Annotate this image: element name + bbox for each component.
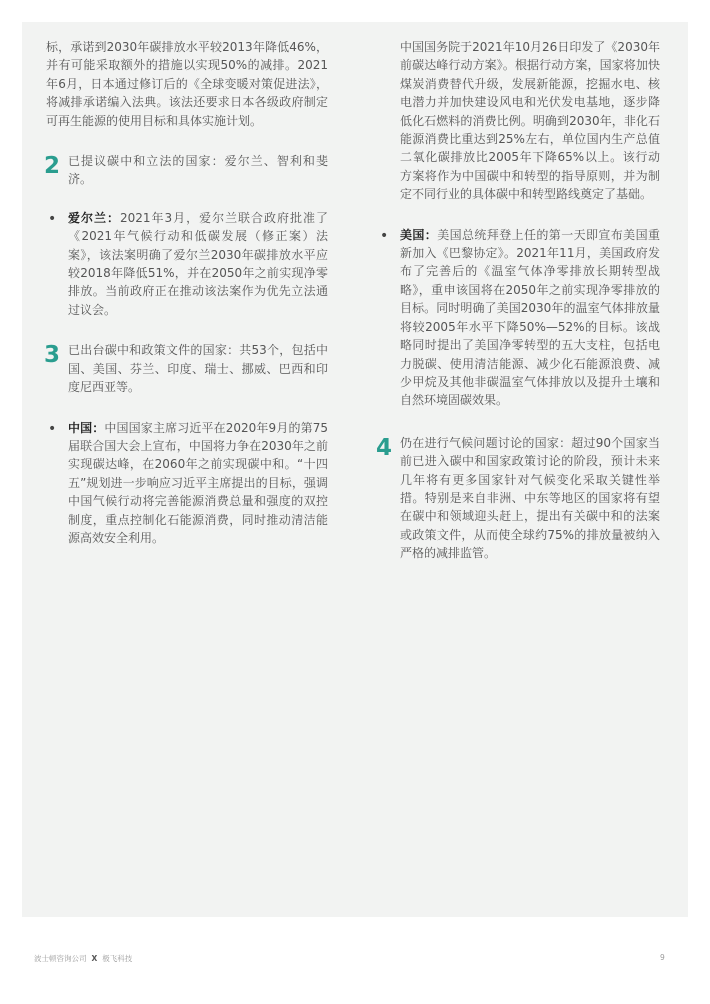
left-column — [46, 38, 328, 547]
usa-text: 美国总统拜登上任的第一天即宣布美国重新加入《巴黎协定》。2021年11月，美国政府发布了完善后的《温室气体净零排放长期转型战略》，重申该国将在2050年之前实现净零排放的目标。同时明确了美国2030年的温室气体排放量将较2005年水平下降50%—52%的目标。该战略同时提出了美国净零转型的五大支柱，包括电力脱碳、使用清洁能源、减少化石能源浪费、减少甲烷及其他非碳温室气体排放以及提升土壤和自然环境固碳效果。 — [400, 227, 660, 408]
usa-label: 美国： — [400, 227, 438, 242]
item-number-2: 2 — [44, 153, 61, 180]
china-bullet — [46, 419, 328, 548]
item-4-under-discussion — [378, 434, 660, 563]
item-3-policy-documents — [46, 341, 328, 396]
bullet-icon: • — [48, 210, 57, 227]
ireland-text: 2021年3月，爱尔兰联合政府批准了《2021年气候行动和低碳发展（修正案）法案》，该法案明确了爱尔兰2030年碳排放水平应较2018年降低51%，并在2050年之前实现净零排放。当前政府正在推动该法案作为优先立法通过议会。 — [68, 210, 328, 317]
china-action-plan-paragraph: 中国国务院于2021年10月26日印发了《2030年前碳达峰行动方案》。根据行动方案，国家将加快煤炭消费替代升级，发展新能源，挖掘水电、核电潜力并加快建设风电和光伏发电基地，逐步降低化石燃料的消费比例。明确到2030年，非化石能源消费比重达到25%左右，单位国内生产总值二氧化碳排放比2005年下降65%以上。该行动方案将作为中国碳中和转型的指导原则，并为制定不同行业的具体碳中和转型路线奠定了基础。 — [400, 40, 660, 202]
page-number: 9 — [660, 953, 665, 962]
ireland-label: 爱尔兰： — [68, 210, 120, 225]
item-4-text: 仍在进行气候问题讨论的国家：超过90个国家当前已进入碳中和国家政策讨论的阶段，预计未来几年将有更多国家针对气候变化采取关键性举措。特别是来自非洲、中东等地区的国家将有望在碳中和领域迎头赶上，提出有关碳中和的法案或政策文件，从而使全球约75%的排放量被纳入严格的减排监管。 — [400, 435, 660, 561]
footer-separator: X — [91, 954, 98, 963]
footer-brand — [34, 953, 132, 964]
ireland-bullet — [46, 209, 328, 319]
item-number-4: 4 — [376, 434, 393, 461]
item-3-text: 已出台碳中和政策文件的国家：共53个，包括中国、美国、芬兰、印度、瑞士、挪威、巴西和印度尼西亚等。 — [68, 343, 328, 395]
china-label: 中国： — [68, 420, 105, 435]
item-number-3: 3 — [44, 342, 61, 369]
item-2-proposed-legislation — [46, 152, 328, 189]
item-2-text: 已提议碳中和立法的国家：爱尔兰、智利和斐济。 — [68, 154, 328, 187]
usa-bullet — [378, 226, 660, 410]
china-text: 中国国家主席习近平在2020年9月的第75届联合国大会上宣布，中国将力争在2030年之前实现碳达峰，在2060年之前实现碳中和。“十四五”规划进一步响应习近平主席提出的目标，强调中国气候行动将完善能源消费总量和强度的双控制度，重点控制化石能源消费，同时推动清洁能源高效安全利用。 — [68, 420, 328, 545]
bullet-icon: • — [48, 420, 57, 437]
footer-partner: 极飞科技 — [102, 954, 133, 963]
right-column — [378, 38, 660, 563]
japan-continuation-paragraph: 标，承诺到2030年碳排放水平较2013年降低46%，并有可能采取额外的措施以实现50%的减排。2021年6月，日本通过修订后的《全球变暖对策促进法》，将减排承诺编入法典。该法还要求日本各级政府制定可再生能源的使用目标和具体实施计划。 — [46, 40, 328, 128]
bullet-icon: • — [380, 227, 389, 244]
footer-company: 波士顿咨询公司 — [34, 954, 87, 963]
